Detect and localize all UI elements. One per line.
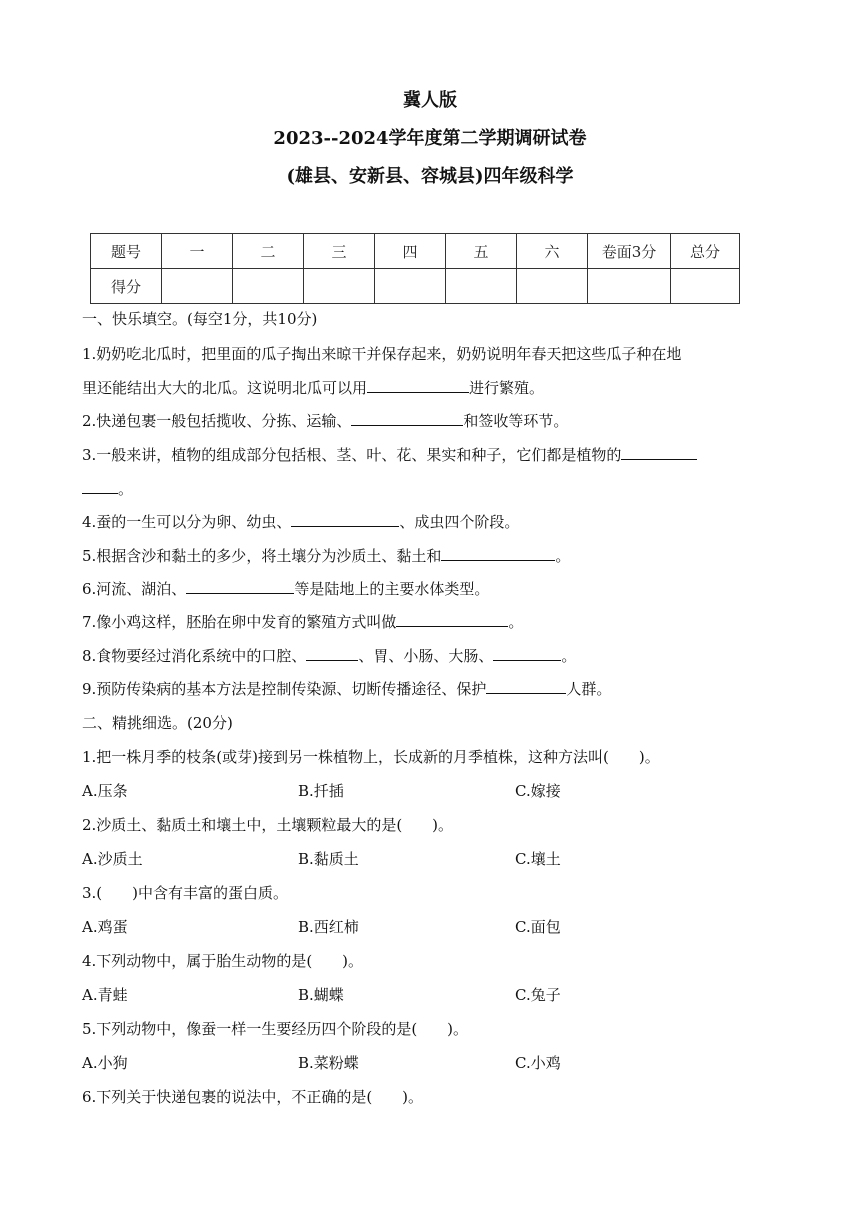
question-2 <box>82 410 568 431</box>
mc-option-a[interactable]: A.青蛙 <box>82 986 128 1004</box>
question-text: 。 <box>561 647 577 665</box>
question-text: 、成虫四个阶段。 <box>399 513 520 531</box>
answer-blank[interactable] <box>441 546 555 561</box>
question-text: 7.像小鸡这样，胚胎在卵中发育的繁殖方式叫做 <box>82 613 397 631</box>
mc-question-2-stem: 2.沙质土、黏质土和壤土中，土壤颗粒最大的是( )。 <box>82 816 454 834</box>
answer-blank[interactable] <box>82 479 118 494</box>
mc-option-a[interactable]: A.小狗 <box>82 1054 128 1072</box>
answer-blank[interactable] <box>621 445 697 460</box>
score-table-header-row <box>91 234 740 269</box>
mc-question-3-stem: 3.( )中含有丰富的蛋白质。 <box>82 884 289 902</box>
score-header-cell: 三 <box>304 234 375 269</box>
mc-option-a[interactable]: A.沙质土 <box>82 850 143 868</box>
score-cell[interactable] <box>671 269 740 304</box>
answer-blank[interactable] <box>367 378 469 393</box>
mc-option-b[interactable]: B.西红柿 <box>298 918 359 936</box>
question-text: 、胃、小肠、大肠、 <box>358 647 494 665</box>
question-text: 8.食物要经过消化系统中的口腔、 <box>82 647 307 665</box>
exam-title: 2023--2024学年度第二学期调研试卷 <box>273 128 587 149</box>
mc-option-b[interactable]: B.菜粉蝶 <box>298 1054 359 1072</box>
score-cell[interactable] <box>304 269 375 304</box>
score-table-score-row <box>91 269 740 304</box>
answer-blank[interactable] <box>291 512 399 527</box>
score-header-cell: 一 <box>162 234 233 269</box>
mc-option-c[interactable]: C.面包 <box>515 918 561 936</box>
mc-option-b[interactable]: B.扦插 <box>298 782 344 800</box>
score-cell[interactable] <box>446 269 517 304</box>
score-cell[interactable] <box>233 269 304 304</box>
score-header-cell: 题号 <box>91 234 162 269</box>
question-text: 里还能结出大大的北瓜。这说明北瓜可以用 <box>82 379 368 397</box>
question-3 <box>82 444 697 465</box>
question-text: 9.预防传染病的基本方法是控制传染源、切断传播途径、保护 <box>82 680 487 698</box>
question-7 <box>82 611 523 632</box>
question-text: 等是陆地上的主要水体类型。 <box>294 580 490 598</box>
score-header-cell: 二 <box>233 234 304 269</box>
question-9 <box>82 678 611 699</box>
mc-option-c[interactable]: C.兔子 <box>515 986 561 1004</box>
score-row-label: 得分 <box>91 269 162 304</box>
question-6 <box>82 578 489 599</box>
mc-option-a[interactable]: A.压条 <box>82 782 128 800</box>
mc-question-1-stem: 1.把一株月季的枝条(或芽)接到另一株植物上，长成新的月季植株，这种方法叫( )。 <box>82 748 660 766</box>
question-1-line1: 1.奶奶吃北瓜时，把里面的瓜子掏出来晾干并保存起来，奶奶说明年春天把这些瓜子种在地 <box>82 345 682 363</box>
mc-question-4-stem: 4.下列动物中，属于胎生动物的是( )。 <box>82 952 364 970</box>
question-text: 。 <box>555 547 571 565</box>
score-cell[interactable] <box>588 269 671 304</box>
score-cell[interactable] <box>375 269 446 304</box>
question-text: 进行繁殖。 <box>469 379 545 397</box>
answer-blank[interactable] <box>186 579 294 594</box>
answer-blank[interactable] <box>351 411 463 426</box>
score-header-cell: 六 <box>517 234 588 269</box>
question-text: 2.快递包裹一般包括揽收、分拣、运输、 <box>82 412 352 430</box>
mc-question-6-stem: 6.下列关于快递包裹的说法中，不正确的是( )。 <box>82 1088 424 1106</box>
question-3-cont <box>82 478 133 499</box>
mc-option-c[interactable]: C.小鸡 <box>515 1054 561 1072</box>
question-text: 6.河流、湖泊、 <box>82 580 187 598</box>
header-publisher: 冀人版 <box>403 90 457 111</box>
question-text: 。 <box>118 480 134 498</box>
question-text: 和签收等环节。 <box>463 412 569 430</box>
score-cell[interactable] <box>517 269 588 304</box>
mc-option-a[interactable]: A.鸡蛋 <box>82 918 128 936</box>
question-text: 人群。 <box>566 680 612 698</box>
exam-subtitle: (雄县、安新县、容城县)四年级科学 <box>286 166 574 187</box>
mc-option-b[interactable]: B.黏质土 <box>298 850 359 868</box>
score-header-cell: 五 <box>446 234 517 269</box>
question-text: 3.一般来讲，植物的组成部分包括根、茎、叶、花、果实和种子，它们都是植物的 <box>82 446 622 464</box>
question-5 <box>82 545 570 566</box>
answer-blank[interactable] <box>486 679 566 694</box>
question-1-line2 <box>82 377 544 398</box>
mc-option-b[interactable]: B.蝴蝶 <box>298 986 344 1004</box>
score-cell[interactable] <box>162 269 233 304</box>
mc-option-c[interactable]: C.壤土 <box>515 850 561 868</box>
answer-blank[interactable] <box>306 646 358 661</box>
question-text: 。 <box>508 613 524 631</box>
question-text: 4.蚕的一生可以分为卵、幼虫、 <box>82 513 292 531</box>
answer-blank[interactable] <box>493 646 561 661</box>
answer-blank[interactable] <box>396 612 508 627</box>
score-header-cell: 四 <box>375 234 446 269</box>
section2-title: 二、精挑细选。(20分) <box>82 714 233 732</box>
mc-option-c[interactable]: C.嫁接 <box>515 782 561 800</box>
question-text: 5.根据含沙和黏土的多少，将土壤分为沙质土、黏土和 <box>82 547 442 565</box>
question-4 <box>82 511 519 532</box>
score-header-cell: 卷面3分 <box>588 234 671 269</box>
question-8 <box>82 645 576 666</box>
section1-title: 一、快乐填空。(每空1分，共10分) <box>82 310 318 328</box>
mc-question-5-stem: 5.下列动物中，像蚕一样一生要经历四个阶段的是( )。 <box>82 1020 469 1038</box>
score-header-cell: 总分 <box>671 234 740 269</box>
score-table <box>90 233 740 304</box>
